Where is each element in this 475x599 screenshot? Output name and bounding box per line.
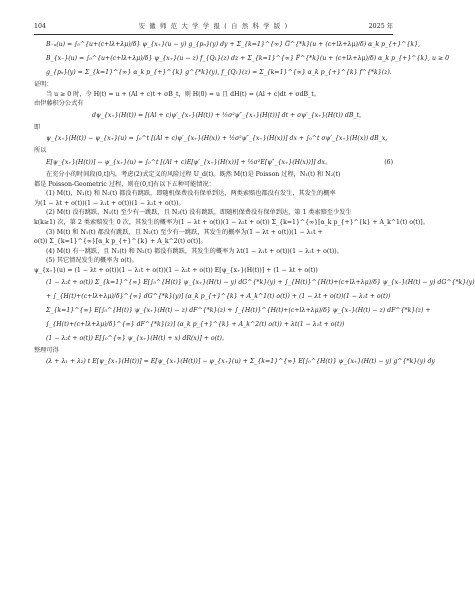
- text-line: (3) M(t) 和 N₁(t) 都没有跳跃，且 N₂(t) 至少有一跳跃，其发生的概率为(1 − λt + o(t))(1 − λ₁t +: [46, 228, 323, 236]
- text-line: (2) M(t) 没有跳跃，N₁(t) 至少有一跳跃，且 N₂(t) 没有跳跃，即随机保费没有保单到达，第 1 类索赔至少发生: [46, 209, 352, 217]
- equation-line: + ∫_{H(t)+(c+lλ+λμ)/δ}^{∞} dG^{*k}(y)] (α_k p_{+}^{k} + A_k^1(t) o(t)) + (1 − λt + o(t))(1 − λ₁t + o(t)): [46, 292, 391, 300]
- journal-name: 安 徽 师 范 大 学 学 报 ( 自 然 科 学 版 ): [138, 23, 289, 30]
- article-body: [34, 38, 475, 583]
- text-line: 所以: [34, 147, 47, 155]
- text-line: k(k≥1) 次，第 2 类索赔发生 0 次，其发生的概率为(1 − λt + o(t))(1 − λ₂t + o(t)) Σ_{k=1}^{∞}[α_k p_{+}^{k} + A_k^1(t) o(t)]。: [34, 218, 429, 226]
- equation-line: ψ_{x₊}(H(t)) − ψ_{x₊}(u) = ∫₀^t [(Al + c)ψ′_{x₊}(H(x)) + ½σ²ψ″_{x₊}(H(x))] dx + ∫₀^t σψ′_{x₊}(H(x)) dB_x，: [46, 135, 392, 143]
- equation-line: g_{pₙ}(y) = Σ_{k=1}^{∞} α_k p_{+}^{k} g^{*k}(y), f_{Q₁}(z) = Σ_{k=1}^{∞} α_k p_{+}^{k} f^{*k}(z).: [46, 69, 392, 76]
- proof-label: 证明：: [34, 81, 53, 88]
- running-header: [34, 20, 393, 35]
- text-line: (1) M(t)，N₁(t) 和 N₂(t) 都没有跳跃，即随机保费没有保单到达，两类索赔也都没有发生，其发生的概率: [46, 190, 336, 198]
- page-number: 104: [34, 23, 47, 30]
- text-line: (4) M(t) 有一跳跃，且 N₁(t) 和 N₂(t) 都没有跳跃，其发生的概率为 λt(1 − λ₁t + o(t))(1 − λ₂t + o(t))。: [46, 247, 343, 255]
- equation-line: dψ_{x₊}(H(t)) = [(Al + c)ψ′_{x₊}(H(t)) + ½σ²ψ″_{x₊}(H(t))] dt + σψ′_{x₊}(H(t)) dB_t，: [92, 111, 366, 119]
- text-line: 由伊藤积分公式有: [34, 100, 84, 108]
- equation-line: B_{x₋}(u) = ∫₀^{u+(c+lλ+λμ)/δ} ψ_{x₊}(u − z) f_{Q₁}(z) dz + Σ_{k=1}^{∞} F̅^{*k}(u + (c+lλ+λμ)/δ) α_k p_{+}^{k}, u ≥ 0: [46, 55, 450, 62]
- equation-line: Σ_{k=1}^{∞} E[∫₀^{H(t)} ψ_{x₊}(H(t) − z) dF^{*k}(z) + ∫_{H(t)}^{H(t)+(c+lλ+λμ)/δ} ψ_{x₋}(H(t) − z) dF^{*k}(z) +: [46, 306, 431, 314]
- equation-line: (1 − λ₂t + o(t)) E[∫₀^{∞} ψ_{x₊}(H(t) + x) dR(x)] + o(t)。: [46, 334, 229, 342]
- text-line: 当 u ≥ 0 时，令 H(t) = u + (Al + c)t + σB_t，则 H(0) = u 且 dH(t) = (Al + c)dt + σdB_t。: [46, 90, 320, 98]
- text-line: 即: [34, 123, 41, 131]
- equation-line: (λ + λ₁ + λ₂) t E[ψ_{x₊}(H(t))] = E[ψ_{x₊}(H(t))] − ψ_{x₊}(u) + Σ_{k=1}^{∞} E[∫₀^{H(t)} ψ_{x₊}(H(t) − y) g^{*k}(y) dy: [46, 358, 435, 366]
- text-line: ψ_{x₊}(u) = (1 − λt + o(t))(1 − λ₁t + o(t))(1 − λ₂t + o(t)) E[ψ_{x₊}(H(t))] + (1 − λt + o(t)): [34, 266, 318, 274]
- text-line: 为(1 − λt + o(t))(1 − λ₁t + o(t))(1 − λ₂t + o(t))。: [34, 199, 185, 207]
- equation-line: B₋ᵤ(u) = ∫₀^{u+(c+lλ+λμ)/δ} ψ_{x₊}(u − y) g_{pₙ}(y) dy + Σ_{k=1}^{∞} G̅^{*k}(u + (c+lλ+λμ)/δ) α_k p_{+}^{k},: [46, 41, 420, 48]
- equation-line: ∫_{H(t)+(c+lλ+λμ)/δ}^{∞} dF^{*k}(z)] (α_k p_{+}^{k} + A_k^2(t) o(t)) + λt(1 − λ₁t + o(t)): [46, 320, 345, 328]
- equation-text: E[ψ_{x₊}(H(t))] − ψ_{x₊}(u) = ∫₀^t [(Al + c)E[ψ′_{x₊}(H(x))] + ½σ²E[ψ″_{x₊}(H(x))]] dx。: [46, 158, 332, 166]
- text-line: o(t)) Σ_{k=1}^{∞}[α_k p_{+}^{k} + A_k^2(t) o(t)]。: [34, 238, 207, 246]
- text-line: 都是 Poisson-Geometric 过程，则在(0,t]有以下五种可能情况：: [34, 180, 215, 188]
- issue-year: 2025 年: [368, 23, 393, 30]
- text-line: (5) 其它情况发生的概率为 o(t)。: [46, 257, 138, 265]
- text-line: 整理可得: [34, 346, 59, 354]
- equation-line: (1 − λ₂t + o(t)) Σ_{k=1}^{∞} E[∫₀^{H(t)} ψ_{x₊}(H(t) − y) dG^{*k}(y) + ∫_{H(t)}^{H(t)+(c+lλ+λμ)/δ} ψ_{x₋}(H(t) − y) dG^{*k}(y): [46, 278, 475, 286]
- equation-number: (6): [384, 158, 393, 166]
- text-line: 在充分小的时间段(0,t]内，考虑(2)式定义的风险过程 U_d(t)。既然 M(t)是 Poisson 过程，N₁(t) 和 N₂(t): [46, 170, 341, 178]
- equation-6: [34, 156, 393, 170]
